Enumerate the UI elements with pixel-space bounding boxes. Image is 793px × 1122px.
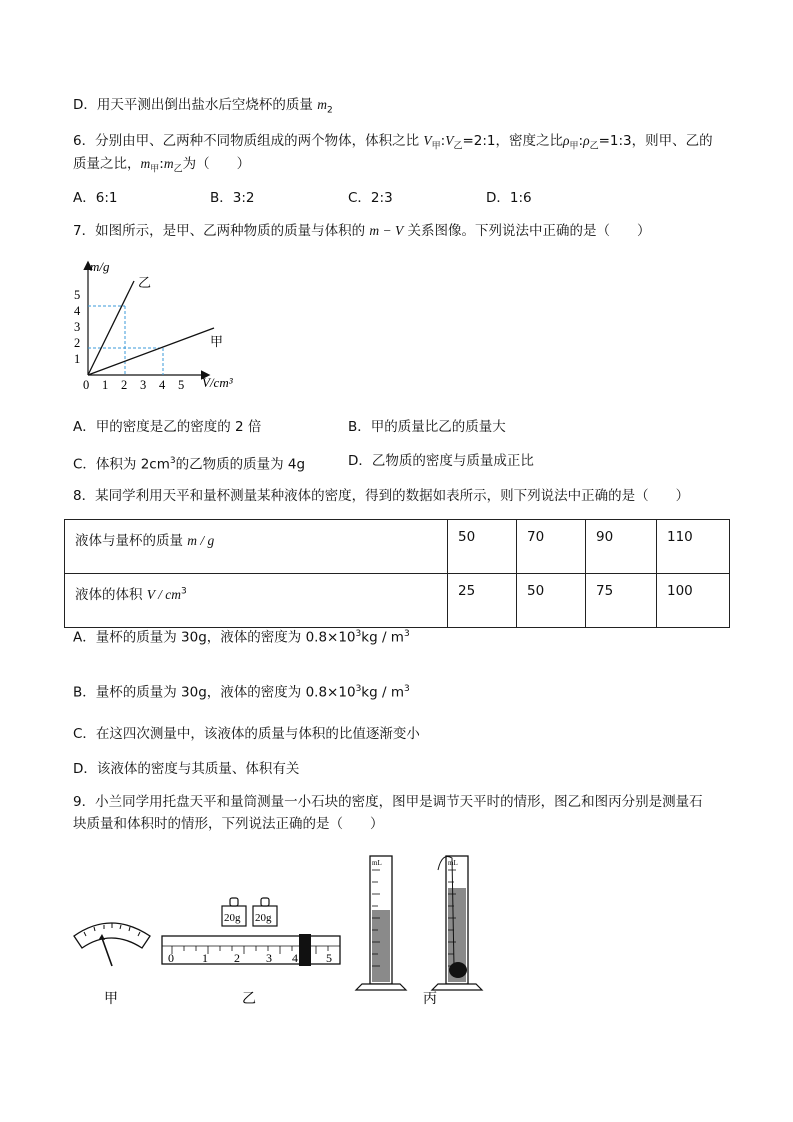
q8-row2-label (65, 574, 448, 628)
q6-rho1-sub: 甲 (569, 141, 579, 152)
q9-beam (162, 934, 340, 966)
q6-option-c: C．2:3 (348, 190, 393, 206)
q6-line2-b: 为（ ） (182, 156, 251, 172)
q9-ruler-2: 2 (234, 951, 240, 965)
q9-ruler-4: 4 (292, 951, 298, 965)
q9-dial (74, 923, 150, 966)
q8-row1-label-text: 液体与量杯的质量 (75, 533, 188, 549)
q9-stem-line1: 9．小兰同学用托盘天平和量筒测量一小石块的密度，图甲是调节天平时的情形，图乙和图丙分别是测量石 (73, 794, 703, 810)
q9-label-bing: 丙 (423, 992, 437, 1007)
q6-v2: V (445, 133, 454, 148)
q6-colon2: : (578, 133, 584, 149)
table-row (65, 574, 730, 628)
q9-cylinder-2 (432, 856, 482, 990)
q8-option-a-b: kg / m (361, 629, 404, 646)
q7-option-c-b: 的乙物质的质量为 4g (175, 456, 306, 473)
q8-option-b-sup: 3 (355, 684, 362, 694)
q6-v2-sub: 乙 (453, 141, 463, 152)
q8-row2-cell: 100 (657, 574, 730, 628)
q6-line2-a: 质量之比， (73, 156, 141, 172)
q9-weight-2: 20g (255, 912, 272, 924)
q9-ruler-0: 0 (168, 951, 174, 965)
q6-text-a: 6．分别由甲、乙两种不同物质组成的两个物体，体积之比 (73, 133, 424, 149)
q5-option-d (73, 96, 333, 120)
q7-xtick-2: 2 (121, 378, 128, 392)
q8-option-a-sup: 3 (355, 629, 362, 639)
q8-row2-unit: V / cm (146, 587, 182, 602)
q9-weight-1: 20g (224, 912, 241, 924)
q8-row1-label (65, 520, 448, 574)
q8-row2-cell: 50 (517, 574, 586, 628)
q8-row2-cell: 25 (448, 574, 517, 628)
q7-option-c-sup: 3 (169, 456, 176, 466)
q7-stem-a: 7．如图所示，是甲、乙两种物质的质量与体积的 (73, 223, 370, 239)
q8-row1-cell: 110 (657, 520, 730, 574)
q6-option-b: B．3:2 (210, 190, 255, 206)
q7-xtick-3: 3 (140, 378, 147, 392)
q6-text-b: =2:1，密度之比 (462, 133, 564, 149)
q9-stem-line2: 块质量和体积时的情形，下列说法正确的是（ ） (73, 816, 384, 832)
q8-stem: 8．某同学利用天平和量杯测量某种液体的密度，得到的数据如表所示，则下列说法中正确的是（ ） (73, 488, 690, 504)
q5-option-d-var: m (317, 97, 327, 112)
q8-option-c: C．在这四次测量中，该液体的质量与体积的比值逐渐变小 (73, 726, 420, 742)
q6-option-d: D．1:6 (486, 190, 532, 206)
q6-stem-line2 (73, 155, 250, 179)
q7-label-jia: 甲 (210, 334, 224, 349)
q6-v1: V (423, 133, 432, 148)
q7-ytick-4: 4 (74, 304, 81, 318)
q6-stem-line1 (73, 132, 713, 156)
q8-row1-unit: m / g (187, 533, 215, 548)
q5-option-d-sub: 2 (326, 105, 333, 116)
q9-cyl1-unit: mL (372, 859, 382, 867)
q6-option-a: A．6:1 (73, 190, 118, 206)
q9-ruler-1: 1 (202, 951, 208, 965)
q6-rho2-sub: 乙 (589, 141, 599, 152)
q8-option-d: D．该液体的密度与其质量、体积有关 (73, 761, 300, 777)
q7-stem-b: 关系图像。下列说法中正确的是（ ） (403, 223, 651, 239)
q9-ruler-5: 5 (326, 951, 332, 965)
q8-option-b-a: B．量杯的质量为 30g，液体的密度为 0.8×10 (73, 684, 356, 701)
q8-row1-cell: 90 (586, 520, 657, 574)
q7-xlabel: V/cm³ (202, 375, 233, 390)
q7-stem-mv: m − V (369, 223, 404, 238)
q9-dial-needle (102, 938, 112, 966)
q8-option-a-a: A．量杯的质量为 30g，液体的密度为 0.8×10 (73, 629, 356, 646)
q6-colon3: : (159, 156, 164, 172)
q9-cylinder-1 (356, 856, 406, 990)
q8-option-b-sup2: 3 (403, 684, 410, 694)
q7-stem (73, 222, 651, 240)
q6-m1: m (140, 156, 151, 171)
q7-xtick-5: 5 (178, 378, 185, 392)
q7-xtick-4: 4 (159, 378, 166, 392)
q9-cyl2-unit: mL (448, 859, 458, 867)
q7-ytick-3: 3 (74, 320, 81, 334)
q8-row1-cell: 50 (448, 520, 517, 574)
q7-ytick-2: 2 (74, 336, 81, 350)
q8-option-b (73, 680, 410, 702)
q8-row1-cell: 70 (517, 520, 586, 574)
q6-m1-sub: 甲 (150, 164, 160, 175)
q7-ylabel: m/g (90, 259, 110, 274)
q8-row2-label-text: 液体的体积 (75, 587, 147, 603)
q7-mv-graph (68, 255, 258, 395)
q8-option-b-b: kg / m (361, 684, 404, 701)
q6-rho1: ρ (563, 133, 570, 148)
q8-data-table (64, 519, 730, 628)
q9-stone (449, 962, 467, 978)
q7-option-c-a: C．体积为 2cm (73, 456, 170, 473)
q9-rider (299, 934, 311, 966)
q8-option-a (73, 625, 410, 647)
q9-label-jia: 甲 (104, 992, 118, 1007)
q7-xtick-1: 1 (102, 378, 109, 392)
q6-rho2: ρ (583, 133, 590, 148)
q8-option-a-sup2: 3 (403, 629, 410, 639)
q7-ytick-1: 1 (74, 352, 81, 366)
q6-v1-sub: 甲 (431, 141, 441, 152)
q7-option-d: D．乙物质的密度与质量成正比 (348, 453, 534, 469)
q8-row2-cell: 75 (586, 574, 657, 628)
q7-option-c (73, 452, 305, 474)
q7-xtick-0: 0 (83, 378, 90, 392)
q9-weights (222, 898, 277, 926)
q7-ytick-5: 5 (74, 288, 81, 302)
q7-option-b: B．甲的质量比乙的质量大 (348, 419, 506, 435)
q6-m2-sub: 乙 (173, 164, 183, 175)
q8-row2-sup: 3 (181, 586, 187, 597)
q9-ruler-3: 3 (266, 951, 272, 965)
q9-figure (66, 848, 506, 1018)
q5-option-d-text: D．用天平测出倒出盐水后空烧杯的质量 (73, 97, 318, 113)
q7-label-yi: 乙 (138, 275, 152, 290)
table-row (65, 520, 730, 574)
q6-m2: m (163, 156, 174, 171)
q6-text-c: =1:3，则甲、乙的 (598, 133, 713, 149)
q7-option-a: A．甲的密度是乙的密度的 2 倍 (73, 419, 262, 435)
q9-label-yi: 乙 (242, 992, 256, 1007)
q6-colon1: : (440, 133, 446, 149)
